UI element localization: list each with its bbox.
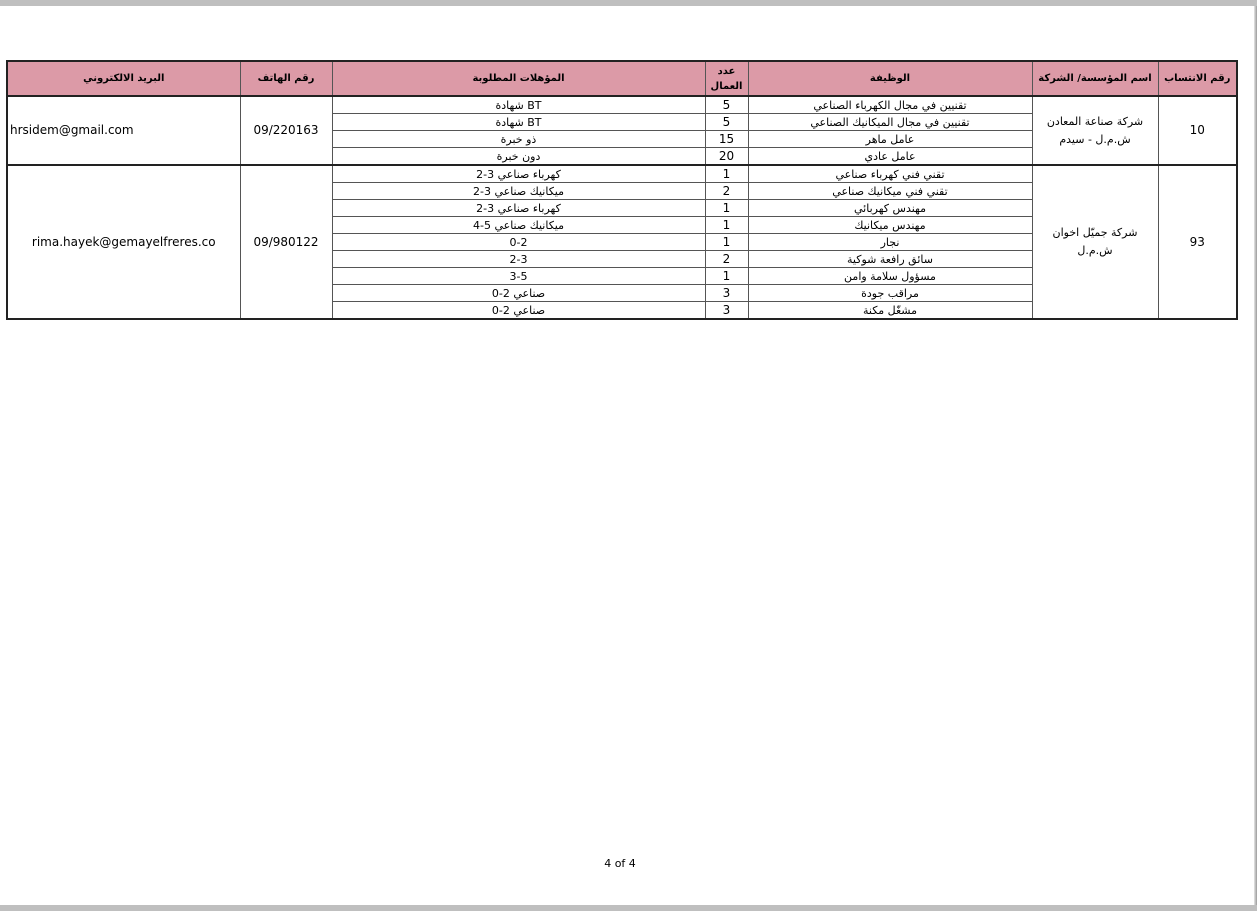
job-cell: عامل ماهر [748, 131, 1032, 148]
qualification-cell: شهادة BT [332, 96, 705, 114]
viewer-bottom-bar [0, 905, 1257, 911]
header-qualifications: المؤهلات المطلوبة [332, 61, 705, 96]
qualification-cell: 0-2 [332, 234, 705, 251]
header-id: رقم الانتساب [1158, 61, 1237, 96]
viewer-top-bar [0, 0, 1257, 6]
job-cell: نجار [748, 234, 1032, 251]
workers-cell: 1 [705, 217, 748, 234]
qualification-cell: ذو خبرة [332, 131, 705, 148]
table-row [7, 96, 1237, 114]
qualification-cell: 2-3 [332, 251, 705, 268]
workers-cell: 1 [705, 200, 748, 217]
id-cell: 10 [1158, 96, 1237, 165]
header-workers [705, 61, 748, 96]
qualification-cell: 2-3 كهرباء صناعي [332, 200, 705, 217]
qualification-cell: 4-5 ميكانيك صناعي [332, 217, 705, 234]
qualification-cell: 3-5 [332, 268, 705, 285]
company-name-line1: شركة صناعة المعادن [1046, 114, 1144, 128]
workers-cell: 15 [705, 131, 748, 148]
workers-cell: 1 [705, 165, 748, 183]
header-row [7, 61, 1237, 96]
job-cell: تقنيين في مجال الكهرباء الصناعي [748, 96, 1032, 114]
id-cell: 93 [1158, 165, 1237, 319]
workers-cell: 20 [705, 148, 748, 166]
qualification-cell: 2-3 كهرباء صناعي [332, 165, 705, 183]
workers-cell: 5 [705, 96, 748, 114]
header-company: اسم المؤسسة/ الشركة [1032, 61, 1158, 96]
email-cell: hrsidem@gmail.com [7, 96, 240, 165]
page-number: 4 of 4 [604, 857, 636, 870]
workers-cell: 1 [705, 234, 748, 251]
job-cell: مشغّل مكنة [748, 302, 1032, 320]
job-cell: تقني فني ميكانيك صناعي [748, 183, 1032, 200]
phone-cell: 09/980122 [240, 165, 332, 319]
qualification-cell: 2-3 ميكانيك صناعي [332, 183, 705, 200]
job-cell: مهندس كهربائي [748, 200, 1032, 217]
company-cell [1032, 96, 1158, 165]
qualification-cell: شهادة BT [332, 114, 705, 131]
table-row [7, 165, 1237, 183]
job-cell: سائق رافعة شوكية [748, 251, 1032, 268]
workers-cell: 2 [705, 183, 748, 200]
workers-cell: 5 [705, 114, 748, 131]
header-workers-line1: عدد [717, 65, 736, 77]
job-cell: تقني فني كهرباء صناعي [748, 165, 1032, 183]
header-job: الوظيفة [748, 61, 1032, 96]
qualification-cell: دون خبرة [332, 148, 705, 166]
email-cell: rima.hayek@gemayelfreres.co [7, 165, 240, 319]
job-openings-table [6, 60, 1238, 320]
job-cell: تقنيين في مجال الميكانيك الصناعي [748, 114, 1032, 131]
job-cell: عامل عادي [748, 148, 1032, 166]
company-name-line1: شركة جميّل اخوان ش.م.ل [1052, 226, 1138, 257]
workers-cell: 1 [705, 268, 748, 285]
job-cell: مهندس ميكانيك [748, 217, 1032, 234]
qualification-cell: 0-2 صناعي [332, 302, 705, 320]
job-cell: مسؤول سلامة وامن [748, 268, 1032, 285]
workers-cell: 3 [705, 302, 748, 320]
header-email: البريد الالكتروني [7, 61, 240, 96]
header-phone: رقم الهاتف [240, 61, 332, 96]
workers-cell: 3 [705, 285, 748, 302]
company-name-line2: ش.م.ل - سيدم [1059, 132, 1131, 146]
phone-cell: 09/220163 [240, 96, 332, 165]
qualification-cell: 0-2 صناعي [332, 285, 705, 302]
company-cell [1032, 165, 1158, 319]
workers-cell: 2 [705, 251, 748, 268]
header-workers-line2: العمال [710, 80, 743, 92]
job-cell: مراقب جودة [748, 285, 1032, 302]
